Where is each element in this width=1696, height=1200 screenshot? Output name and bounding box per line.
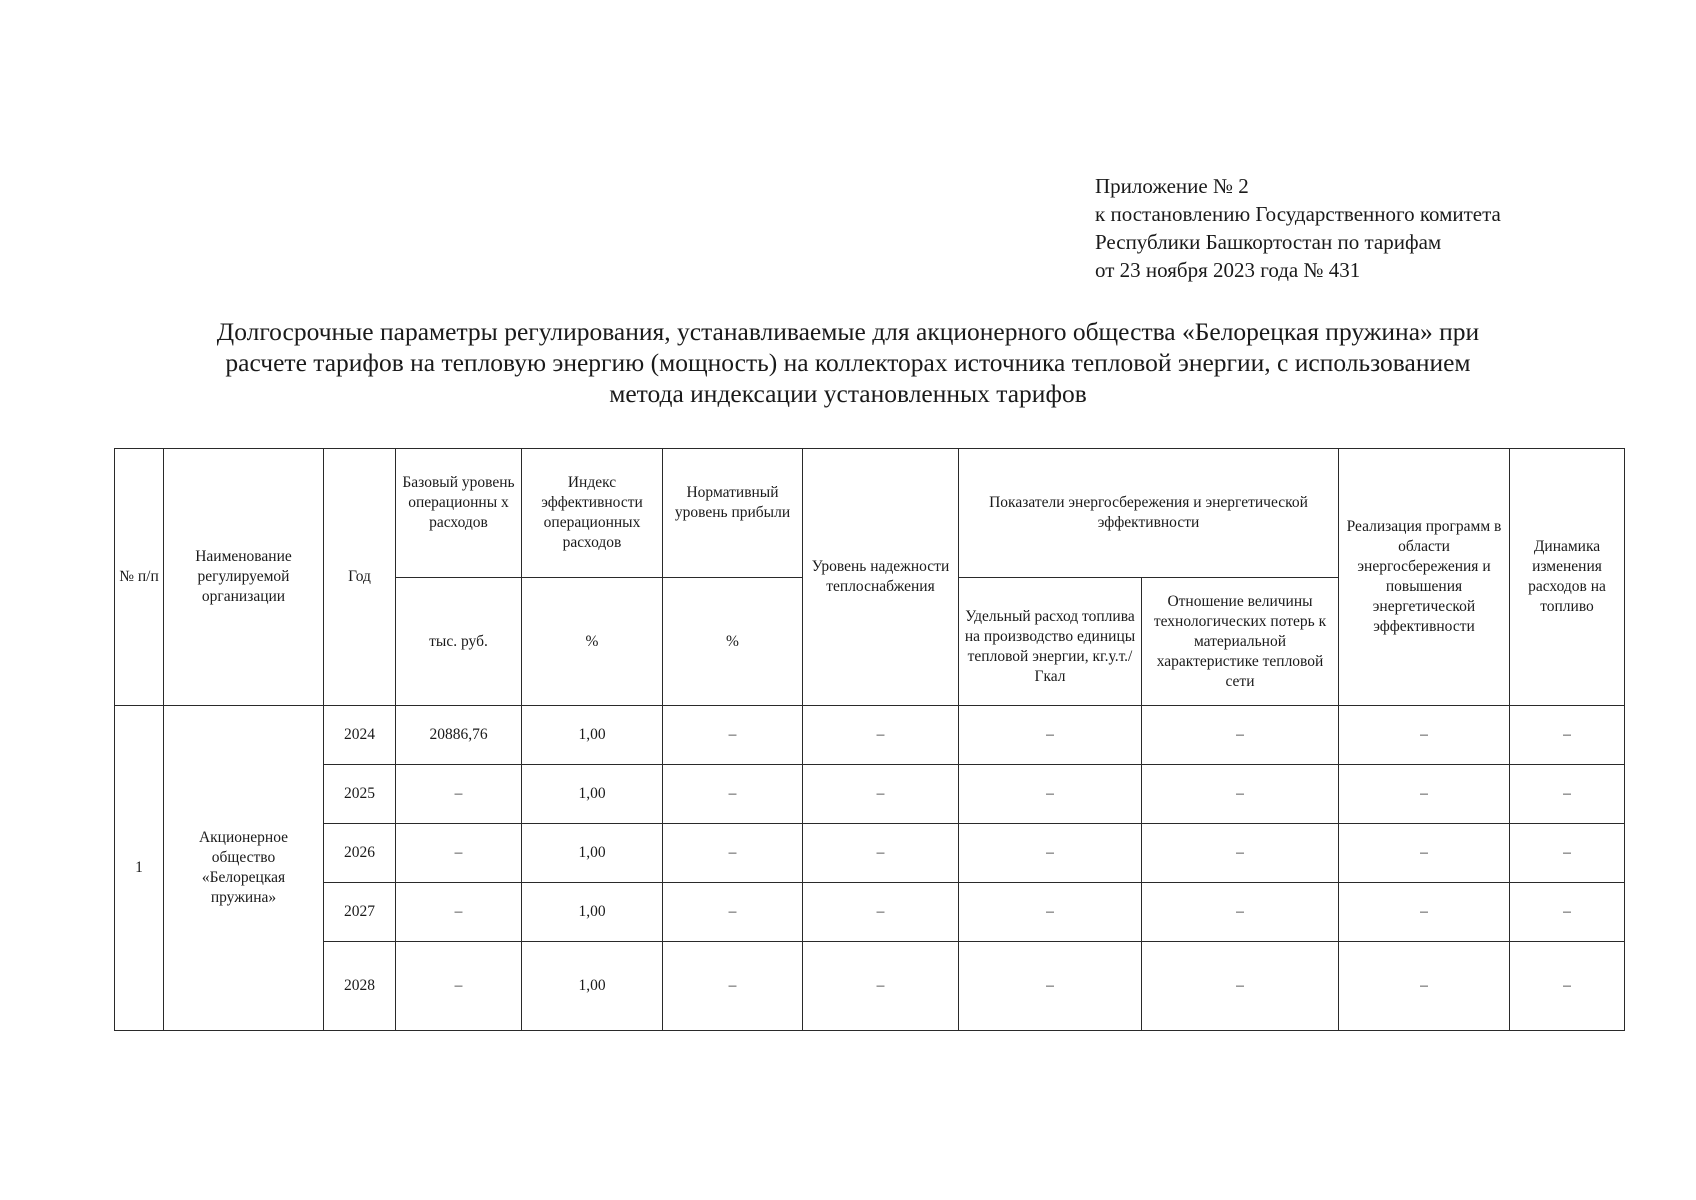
unit-profit: % (663, 578, 803, 706)
cell-year: 2026 (324, 824, 396, 883)
title-line-2: расчете тарифов на тепловую энергию (мощность) на коллекторах источника тепловой энергии, с использованием (225, 348, 1471, 377)
cell-fuel: – (959, 765, 1142, 824)
annex-line-1: Приложение № 2 (1095, 174, 1249, 198)
cell-dynamics: – (1510, 706, 1625, 765)
cell-base: – (396, 765, 522, 824)
cell-losses: – (1142, 706, 1339, 765)
cell-programs: – (1339, 824, 1510, 883)
header-year: Год (324, 449, 396, 706)
header-profit: Нормативный уровень прибыли (663, 449, 803, 578)
cell-base: – (396, 883, 522, 942)
cell-losses: – (1142, 883, 1339, 942)
header-fuel: Удельный расход топлива на производство единицы тепловой энергии, кг.у.т./Гкал (959, 578, 1142, 706)
header-base: Базовый уровень операционны х расходов (396, 449, 522, 578)
header-index: Индекс эффективности операционных расходов (522, 449, 663, 578)
cell-reliability: – (803, 942, 959, 1031)
header-row-1 (115, 449, 1625, 578)
unit-index: % (522, 578, 663, 706)
document-title (110, 316, 1586, 409)
header-energy-group: Показатели энергосбережения и энергетической эффективности (959, 449, 1339, 578)
cell-year: 2028 (324, 942, 396, 1031)
cell-fuel: – (959, 942, 1142, 1031)
cell-base: – (396, 824, 522, 883)
title-line-3: метода индексации установленных тарифов (609, 379, 1087, 408)
cell-index: 1,00 (522, 706, 663, 765)
table-row (115, 824, 1625, 883)
org-name: Акционерное общество «Белорецкая пружина» (164, 706, 324, 1031)
cell-dynamics: – (1510, 765, 1625, 824)
cell-index: 1,00 (522, 883, 663, 942)
title-line-1: Долгосрочные параметры регулирования, устанавливаемые для акционерного общества «Белорецкая пружина» при (216, 317, 1480, 346)
cell-profit: – (663, 706, 803, 765)
table-row (115, 765, 1625, 824)
annex-block (1095, 172, 1501, 284)
header-org: Наименование регулируемой организации (164, 449, 324, 706)
header-reliability: Уровень надежности теплоснабжения (803, 449, 959, 706)
table-row (115, 942, 1625, 1031)
cell-base: – (396, 942, 522, 1031)
cell-fuel: – (959, 883, 1142, 942)
header-programs: Реализация программ в области энергосбережения и повышения энергетической эффективности (1339, 449, 1510, 706)
cell-losses: – (1142, 765, 1339, 824)
cell-fuel: – (959, 824, 1142, 883)
cell-reliability: – (803, 883, 959, 942)
cell-profit: – (663, 942, 803, 1031)
cell-fuel: – (959, 706, 1142, 765)
cell-index: 1,00 (522, 824, 663, 883)
cell-profit: – (663, 765, 803, 824)
table-row (115, 883, 1625, 942)
cell-year: 2024 (324, 706, 396, 765)
cell-programs: – (1339, 883, 1510, 942)
org-number: 1 (115, 706, 164, 1031)
header-num: № п/п (115, 449, 164, 706)
unit-base: тыс. руб. (396, 578, 522, 706)
cell-dynamics: – (1510, 942, 1625, 1031)
cell-reliability: – (803, 765, 959, 824)
cell-losses: – (1142, 824, 1339, 883)
cell-year: 2027 (324, 883, 396, 942)
annex-line-2: к постановлению Государственного комитета (1095, 202, 1501, 226)
cell-dynamics: – (1510, 883, 1625, 942)
cell-programs: – (1339, 765, 1510, 824)
cell-dynamics: – (1510, 824, 1625, 883)
table-row (115, 706, 1625, 765)
header-dynamics: Динамика изменения расходов на топливо (1510, 449, 1625, 706)
cell-index: 1,00 (522, 765, 663, 824)
header-losses: Отношение величины технологических потерь к материальной характеристике тепловой сети (1142, 578, 1339, 706)
annex-line-3: Республики Башкортостан по тарифам (1095, 230, 1442, 254)
cell-profit: – (663, 824, 803, 883)
cell-index: 1,00 (522, 942, 663, 1031)
parameters-table (114, 448, 1625, 1031)
cell-reliability: – (803, 824, 959, 883)
cell-year: 2025 (324, 765, 396, 824)
cell-reliability: – (803, 706, 959, 765)
cell-programs: – (1339, 942, 1510, 1031)
cell-programs: – (1339, 706, 1510, 765)
cell-losses: – (1142, 942, 1339, 1031)
cell-base: 20886,76 (396, 706, 522, 765)
cell-profit: – (663, 883, 803, 942)
annex-line-4: от 23 ноября 2023 года № 431 (1095, 258, 1361, 282)
